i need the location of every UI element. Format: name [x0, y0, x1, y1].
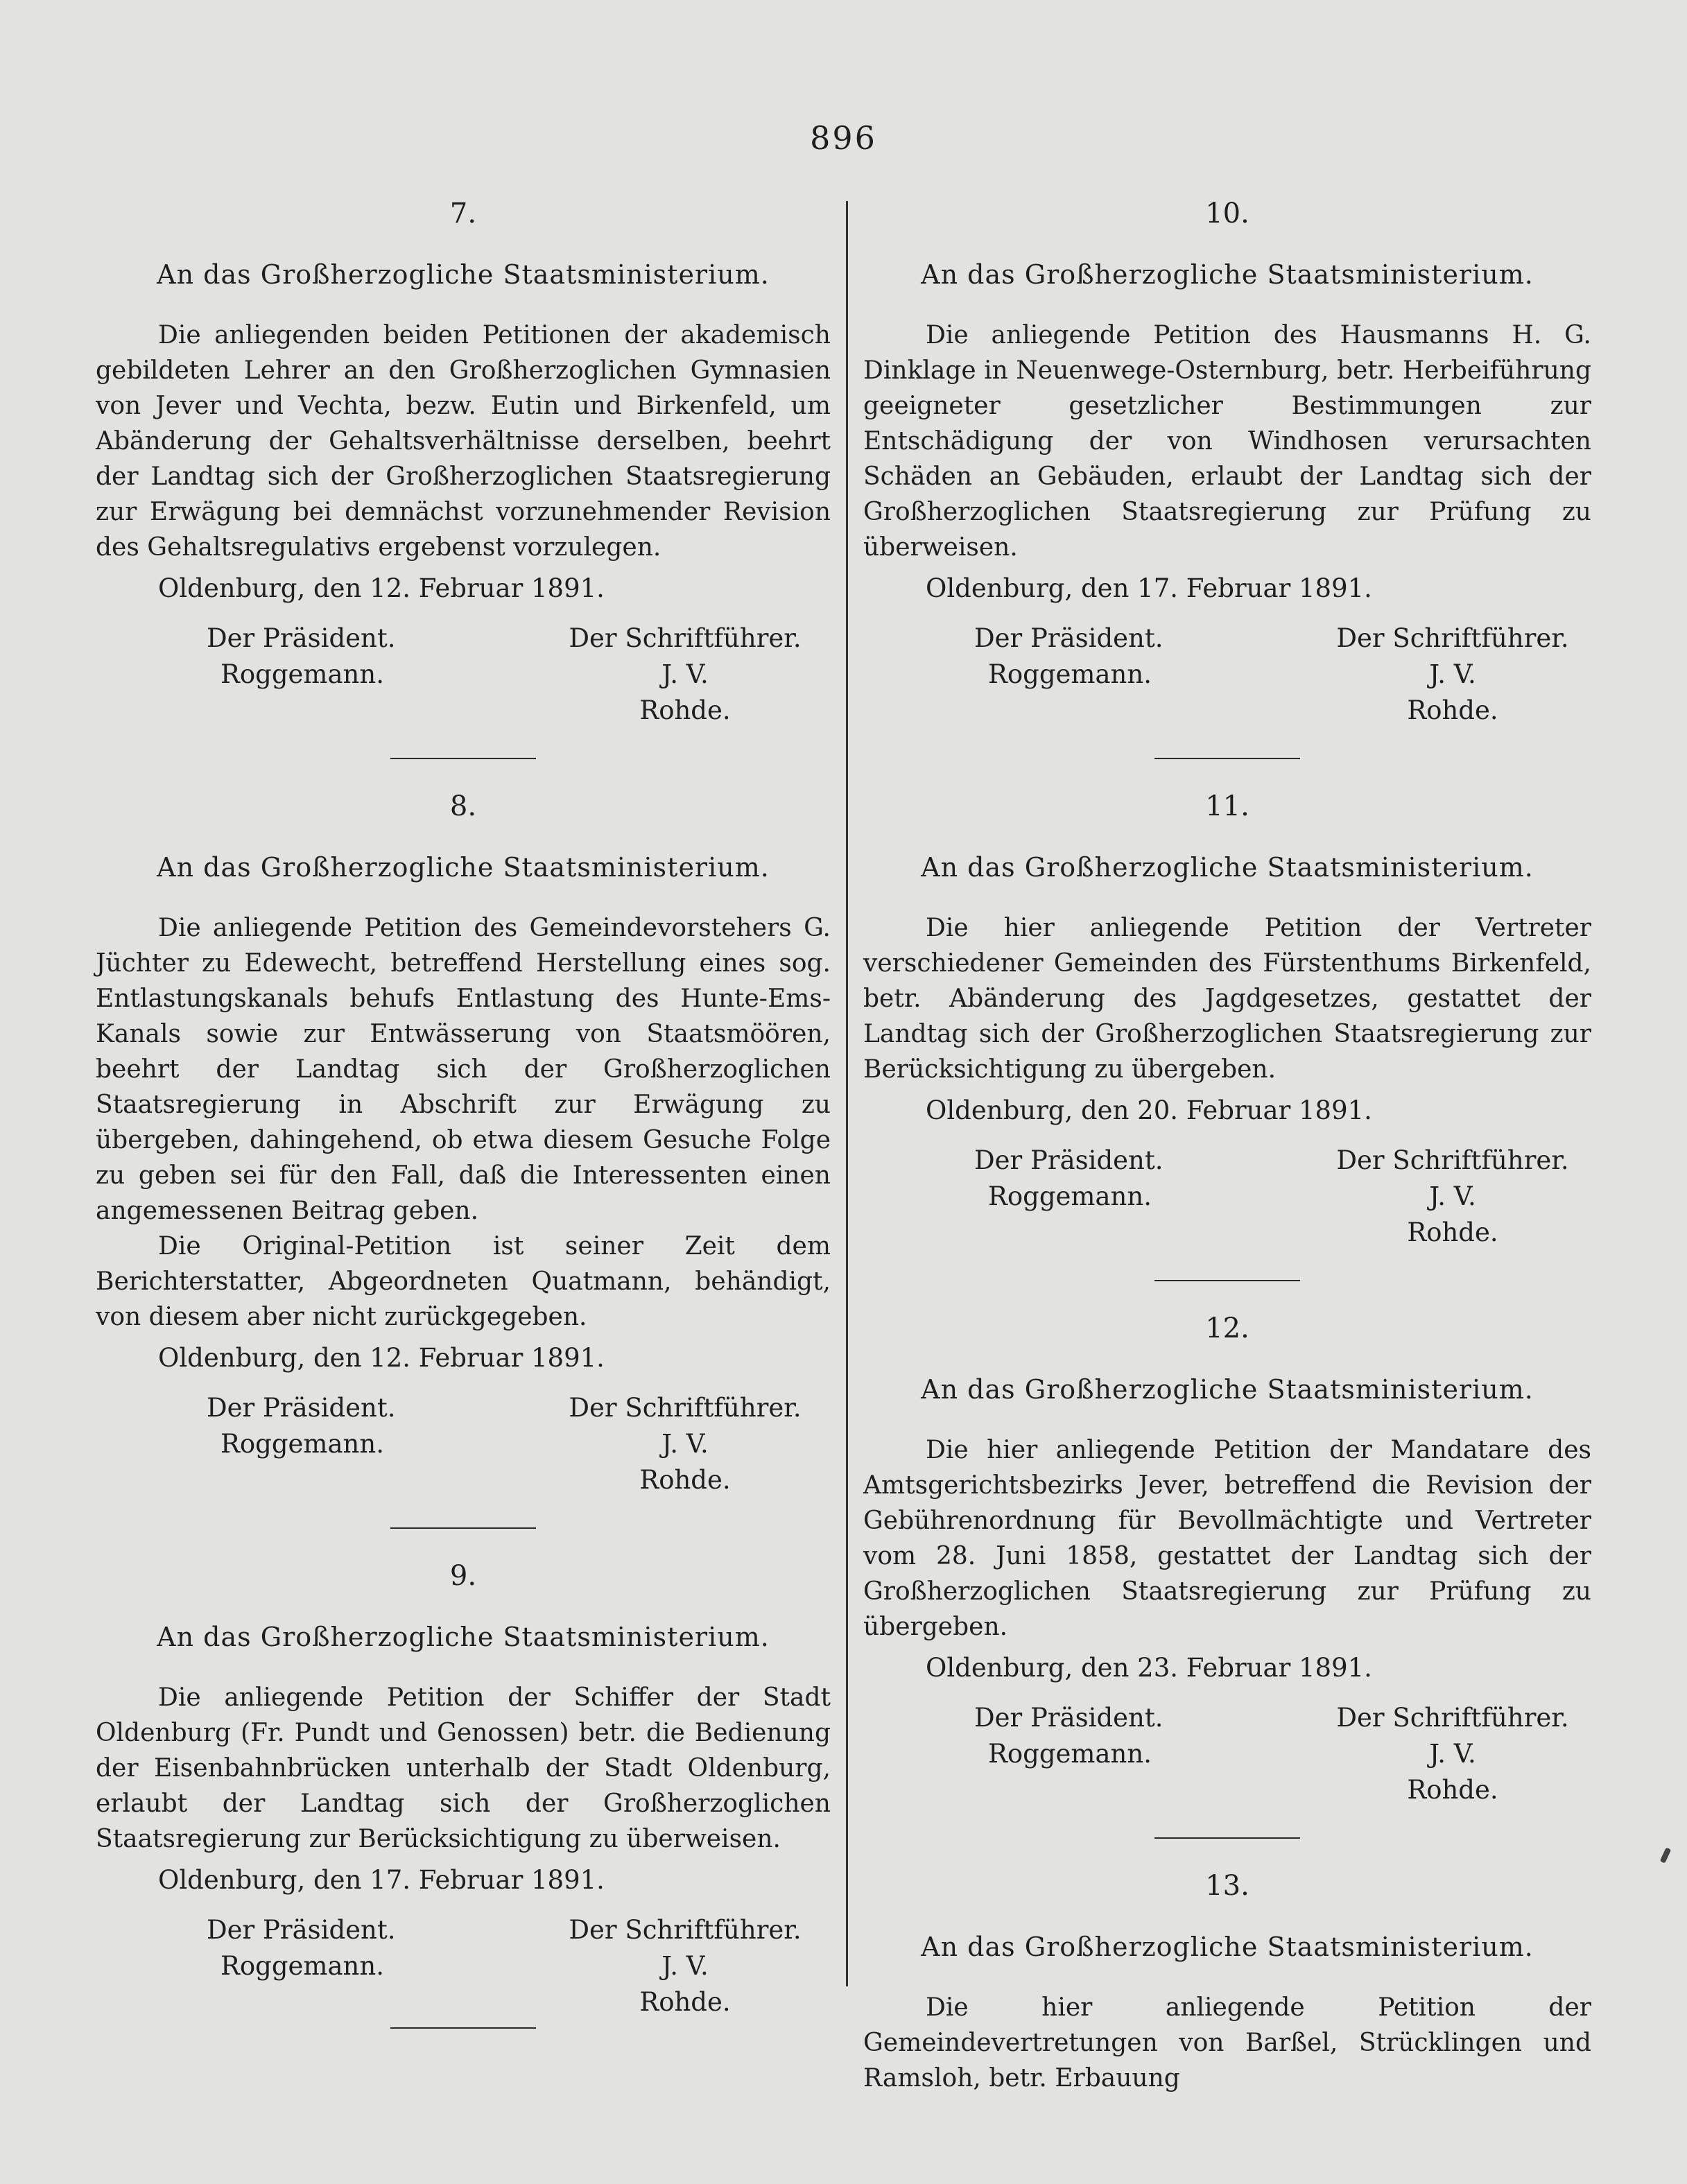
secretary-iv: J. V.	[1429, 1181, 1476, 1211]
right-column	[863, 194, 1591, 2096]
entry-number: 10.	[1205, 198, 1249, 229]
president-name: Roggemann.	[988, 1181, 1152, 1211]
president-title: Der Präsident.	[207, 1393, 396, 1423]
entry-paragraph: Die anliegende Petition des Hausmanns H. G. Dinklage in Neuenwege-Osternburg, betr. Herbeiführung geeigneter gesetzlicher Bestimmungen zur Entschädigung der von Windhosen verursachten Schäden an Gebäuden, erlaubt der Landtag sich der Großherzoglichen Staatsregierung zur Prüfung zu überweisen.	[863, 321, 1591, 562]
entry-10	[863, 194, 1591, 759]
dateline: Oldenburg, den 23. Februar 1891.	[926, 1653, 1372, 1683]
president-title: Der Präsident.	[974, 1703, 1163, 1733]
secretary-iv: J. V.	[1429, 659, 1476, 689]
president-title: Der Präsident.	[207, 1915, 396, 1945]
secretary-iv: J. V.	[661, 659, 709, 689]
separator-rule	[390, 758, 536, 759]
secretary-name: Rohde.	[1407, 1775, 1498, 1805]
signatures	[158, 1912, 831, 2020]
entry-paragraph: Die Original-Petition ist seiner Zeit dem Berichterstatter, Abgeordneten Quatmann, behändigt, von diesem aber nicht zurückgegeben.	[96, 1232, 831, 1331]
secretary-iv: J. V.	[1429, 1739, 1476, 1769]
secretary-title: Der Schriftführer.	[569, 1915, 802, 1945]
secretary-title: Der Schriftführer.	[1336, 623, 1569, 653]
secretary-iv: J. V.	[661, 1951, 709, 1981]
entry-number: 8.	[449, 790, 477, 822]
secretary-name: Rohde.	[639, 1987, 731, 2017]
entry-13	[863, 1866, 1591, 2096]
president-name: Roggemann.	[988, 659, 1152, 689]
entry-paragraph: Die anliegende Petition der Schiffer der Stadt Oldenburg (Fr. Pundt und Genossen) betr. die Bedienung der Eisenbahnbrücken unterhalb der Stadt Oldenburg, erlaubt der Landtag sich der Großherzoglichen Staatsregierung zur Berücksichtigung zu überweisen.	[96, 1683, 831, 1853]
addressee: An das Großherzogliche Staatsministerium.	[157, 259, 770, 290]
secretary-title: Der Schriftführer.	[1336, 1145, 1569, 1175]
separator-rule	[1154, 1837, 1300, 1839]
entry-9	[96, 1557, 831, 2029]
separator-rule	[390, 1527, 536, 1529]
president-title: Der Präsident.	[207, 623, 396, 653]
entry-12	[863, 1309, 1591, 1839]
president-name: Roggemann.	[220, 1951, 384, 1981]
secretary-name: Rohde.	[639, 695, 731, 725]
entry-7	[96, 194, 831, 759]
signatures	[926, 1700, 1591, 1808]
entry-paragraph: Die hier anliegende Petition der Gemeindevertretungen von Barßel, Strücklingen und Ramsloh, betr. Erbauung	[863, 1993, 1591, 2092]
secretary-name: Rohde.	[1407, 695, 1498, 725]
dateline: Oldenburg, den 12. Februar 1891.	[158, 573, 605, 603]
president-name: Roggemann.	[220, 1429, 384, 1459]
president-name: Roggemann.	[988, 1739, 1152, 1769]
entry-8	[96, 787, 831, 1529]
dateline: Oldenburg, den 20. Februar 1891.	[926, 1095, 1372, 1125]
dateline: Oldenburg, den 12. Februar 1891.	[158, 1343, 605, 1373]
secretary-iv: J. V.	[661, 1429, 709, 1459]
secretary-name: Rohde.	[639, 1465, 731, 1495]
signatures	[926, 621, 1591, 729]
entry-paragraph: Die hier anliegende Petition der Vertreter verschiedener Gemeinden des Fürstenthums Birkenfeld, betr. Abänderung des Jagdgesetzes, gestattet der Landtag sich der Großherzoglichen Staatsregierung zur Berücksichtigung zu übergeben.	[863, 914, 1591, 1084]
entry-paragraph: Die anliegende Petition des Gemeindevorstehers G. Jüchter zu Edewecht, betreffend Herstellung eines sog. Entlastungskanals behufs Entlastung des Hunte-Ems-Kanals sowie zur Entwässerung von Staatsmöören, beehrt der Landtag sich der Großherzoglichen Staatsregierung in Abschrift zur Erwägung zu übergeben, dahingehend, ob etwa diesem Gesuche Folge zu geben sei für den Fall, daß die Interessenten einen angemessenen Beitrag geben.	[96, 914, 831, 1225]
signatures	[158, 1390, 831, 1498]
entry-number: 9.	[449, 1560, 477, 1592]
column-divider	[846, 201, 848, 1986]
president-name: Roggemann.	[220, 659, 384, 689]
secretary-title: Der Schriftführer.	[1336, 1703, 1569, 1733]
addressee: An das Großherzogliche Staatsministerium.	[157, 1622, 770, 1652]
dateline: Oldenburg, den 17. Februar 1891.	[926, 573, 1372, 603]
president-title: Der Präsident.	[974, 1145, 1163, 1175]
president-title: Der Präsident.	[974, 623, 1163, 653]
separator-rule	[1154, 758, 1300, 759]
separator-rule	[1154, 1280, 1300, 1281]
secretary-name: Rohde.	[1407, 1217, 1498, 1247]
entry-number: 7.	[449, 198, 477, 229]
ink-mark	[1660, 1847, 1672, 1863]
addressee: An das Großherzogliche Staatsministerium.	[157, 852, 770, 883]
addressee: An das Großherzogliche Staatsministerium.	[921, 1374, 1534, 1405]
addressee: An das Großherzogliche Staatsministerium.	[921, 1932, 1534, 1962]
entry-number: 12.	[1205, 1312, 1249, 1344]
left-column	[96, 194, 831, 2056]
addressee: An das Großherzogliche Staatsministerium.	[921, 259, 1534, 290]
entry-11	[863, 787, 1591, 1281]
signatures	[926, 1143, 1591, 1251]
entry-number: 11.	[1205, 790, 1249, 822]
dateline: Oldenburg, den 17. Februar 1891.	[158, 1865, 605, 1895]
entry-number: 13.	[1205, 1870, 1249, 1902]
addressee: An das Großherzogliche Staatsministerium.	[921, 852, 1534, 883]
entry-paragraph: Die anliegenden beiden Petitionen der akademisch gebildeten Lehrer an den Großherzoglichen Gymnasien von Jever und Vechta, bezw. Eutin und Birkenfeld, um Abänderung der Gehaltsverhältnisse derselben, beehrt der Landtag sich der Großherzoglichen Staatsregierung zur Erwägung bei demnächst vorzunehmender Revision des Gehaltsregulativs ergebenst vorzulegen.	[96, 321, 831, 562]
entry-paragraph: Die hier anliegende Petition der Mandatare des Amtsgerichtsbezirks Jever, betreffend die Revision der Gebührenordnung für Bevollmächtigte und Vertreter vom 28. Juni 1858, gestattet der Landtag sich der Großherzoglichen Staatsregierung zur Prüfung zu übergeben.	[863, 1436, 1591, 1641]
separator-rule	[390, 2027, 536, 2029]
secretary-title: Der Schriftführer.	[569, 623, 802, 653]
page-number: 896	[810, 119, 877, 157]
secretary-title: Der Schriftführer.	[569, 1393, 802, 1423]
signatures	[158, 621, 831, 729]
